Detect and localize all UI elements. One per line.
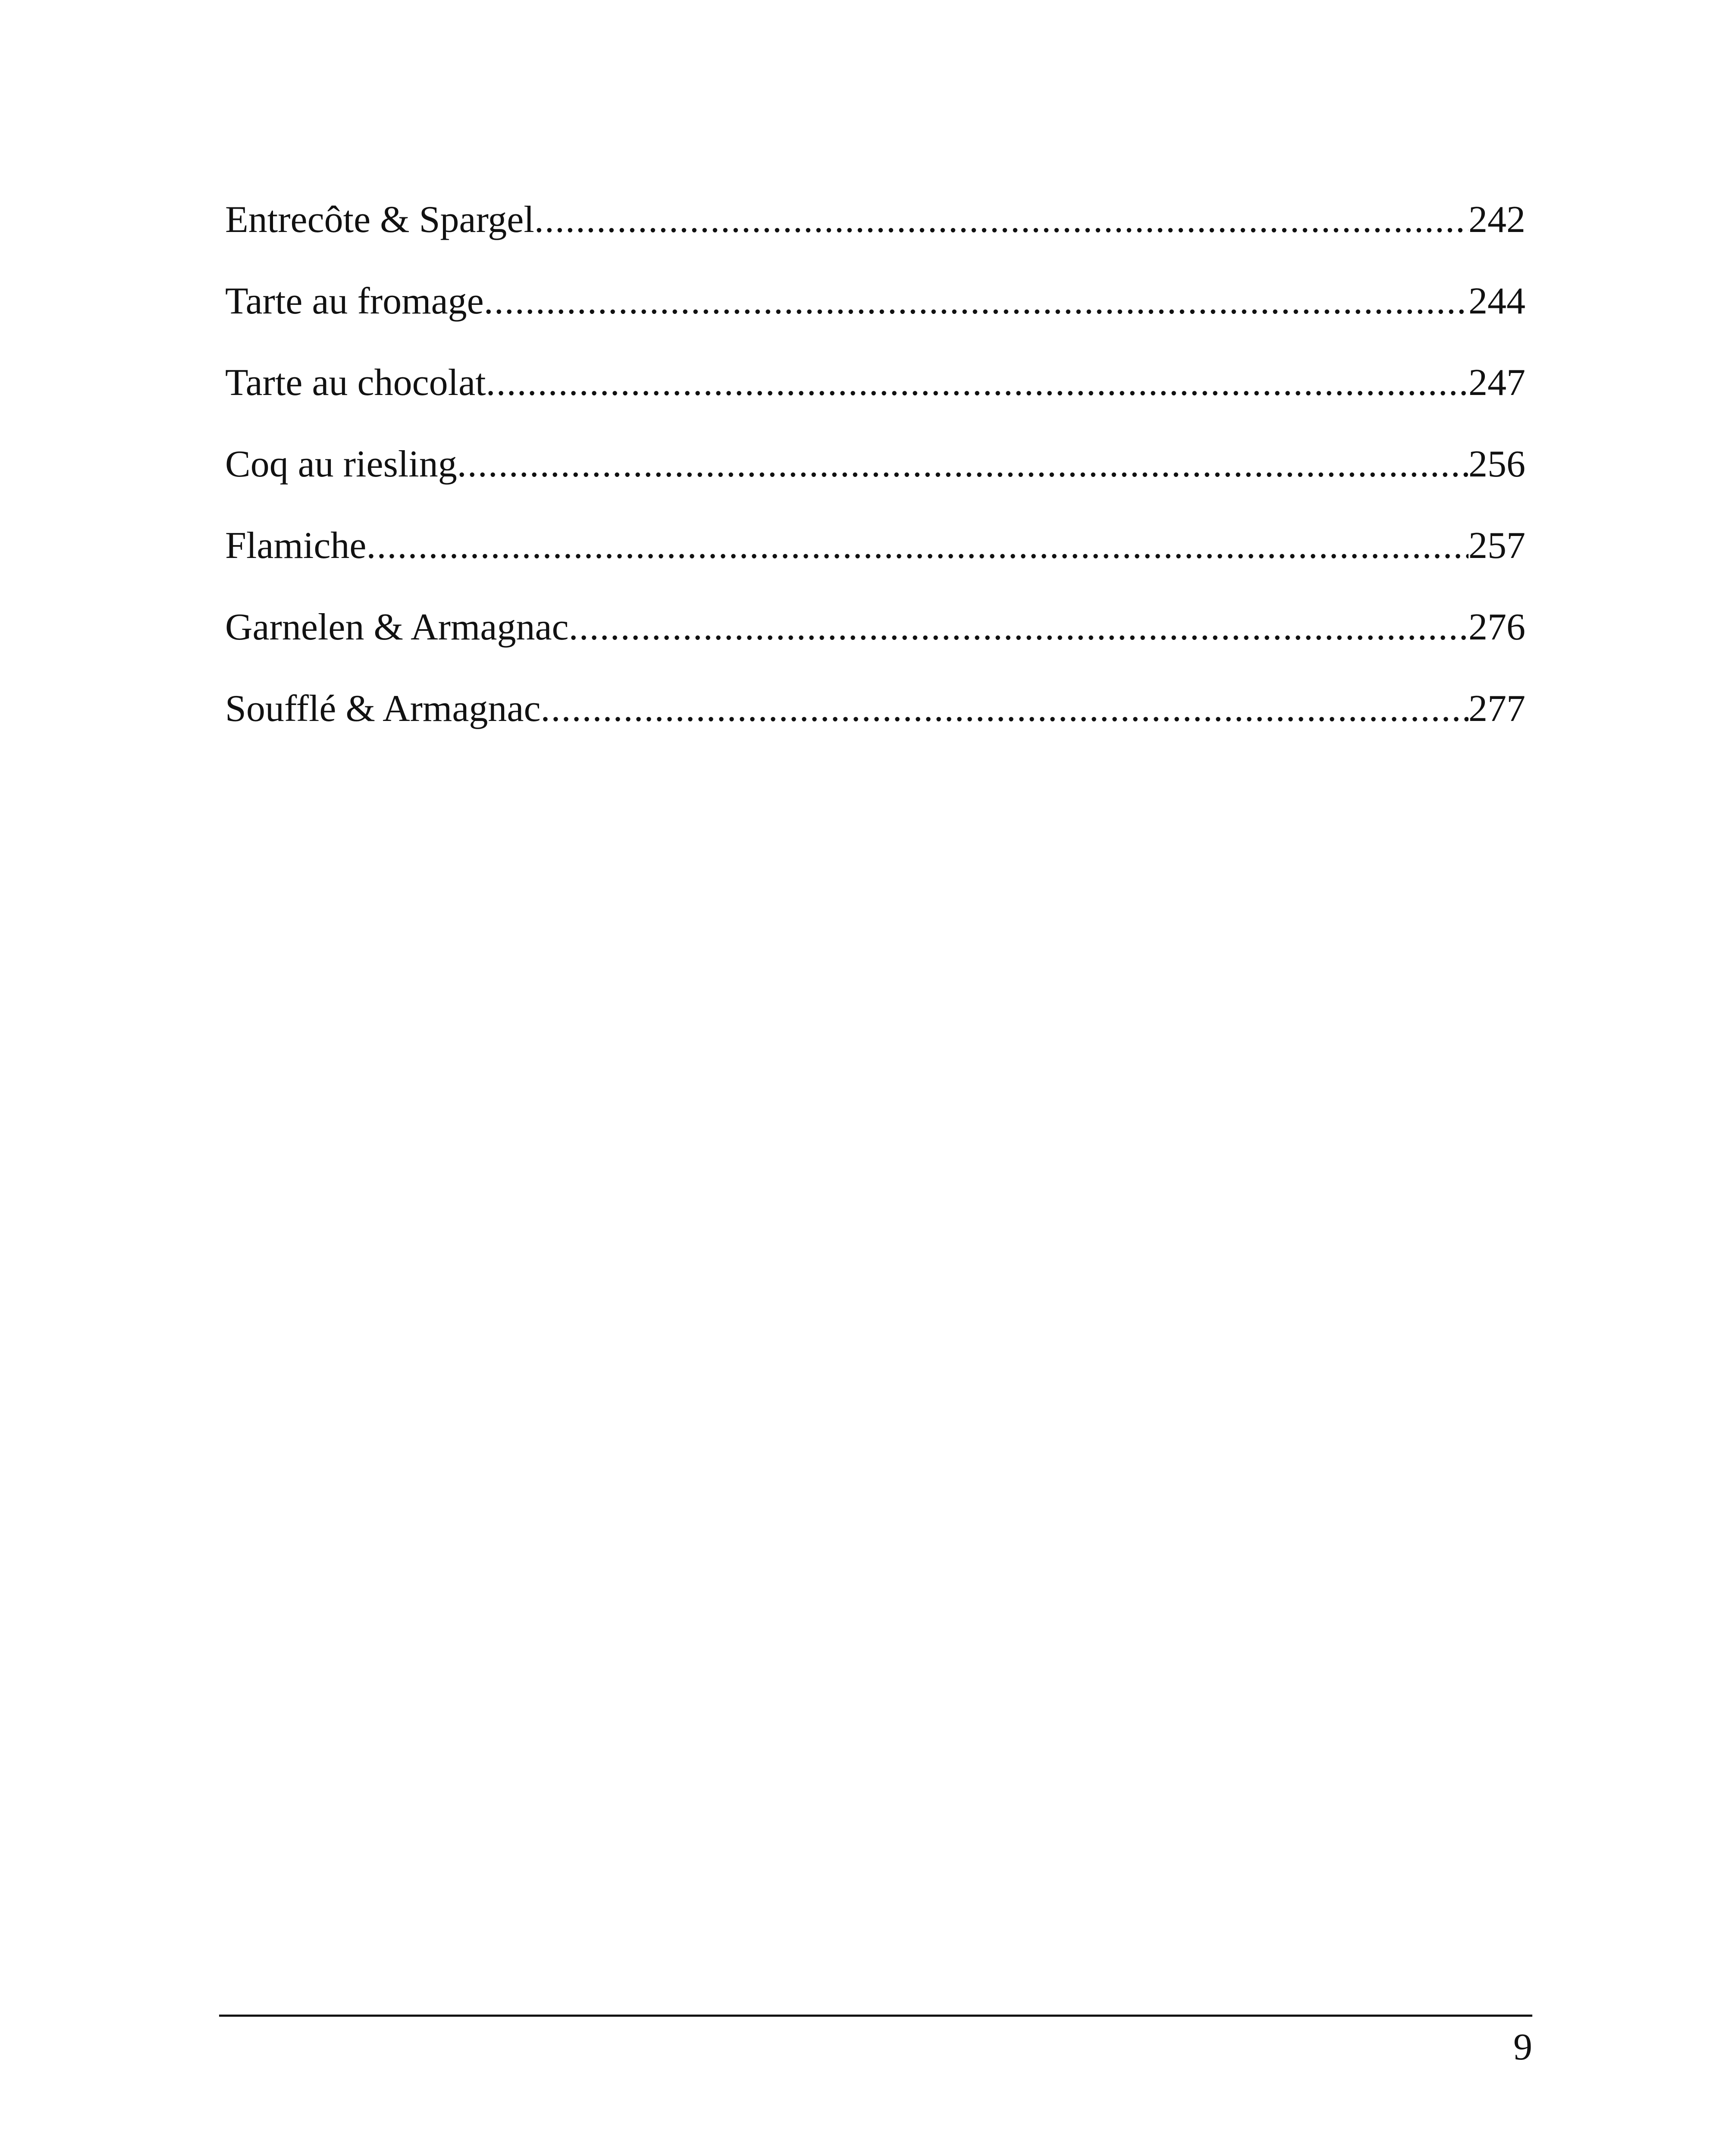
toc-dot-leader xyxy=(366,524,1468,567)
toc-entry-title: Flamiche xyxy=(225,525,367,567)
toc-entry-title: Garnelen & Armagnac xyxy=(225,606,569,648)
toc-entry-page: 257 xyxy=(1468,525,1525,567)
toc-entry-title: Coq au riesling xyxy=(225,443,457,485)
toc-entry-page: 256 xyxy=(1468,443,1525,485)
toc-entry-page: 244 xyxy=(1468,280,1525,322)
toc-entry[interactable] xyxy=(225,198,1525,280)
toc-entry[interactable] xyxy=(225,280,1525,361)
toc-entry-title: Tarte au fromage xyxy=(225,280,484,322)
toc-entry[interactable] xyxy=(225,443,1525,524)
toc-entry[interactable] xyxy=(225,606,1525,687)
toc-entry-page: 242 xyxy=(1468,199,1525,241)
toc-entry-page: 277 xyxy=(1468,688,1525,730)
toc-dot-leader xyxy=(486,361,1468,404)
toc-dot-leader xyxy=(569,606,1468,649)
table-of-contents xyxy=(225,198,1525,769)
toc-dot-leader xyxy=(534,198,1468,241)
footer-divider xyxy=(219,2015,1532,2017)
toc-entry-title: Soufflé & Armagnac xyxy=(225,688,541,730)
toc-dot-leader xyxy=(484,280,1468,323)
toc-entry-title: Entrecôte & Spargel xyxy=(225,199,534,241)
toc-dot-leader xyxy=(457,443,1468,486)
toc-entry[interactable] xyxy=(225,524,1525,606)
toc-entry[interactable] xyxy=(225,687,1525,769)
toc-dot-leader xyxy=(541,687,1468,730)
toc-entry-title: Tarte au chocolat xyxy=(225,362,486,404)
toc-entry-page: 276 xyxy=(1468,606,1525,648)
toc-entry-page: 247 xyxy=(1468,362,1525,404)
toc-entry[interactable] xyxy=(225,361,1525,443)
page-number: 9 xyxy=(1513,2026,1532,2068)
